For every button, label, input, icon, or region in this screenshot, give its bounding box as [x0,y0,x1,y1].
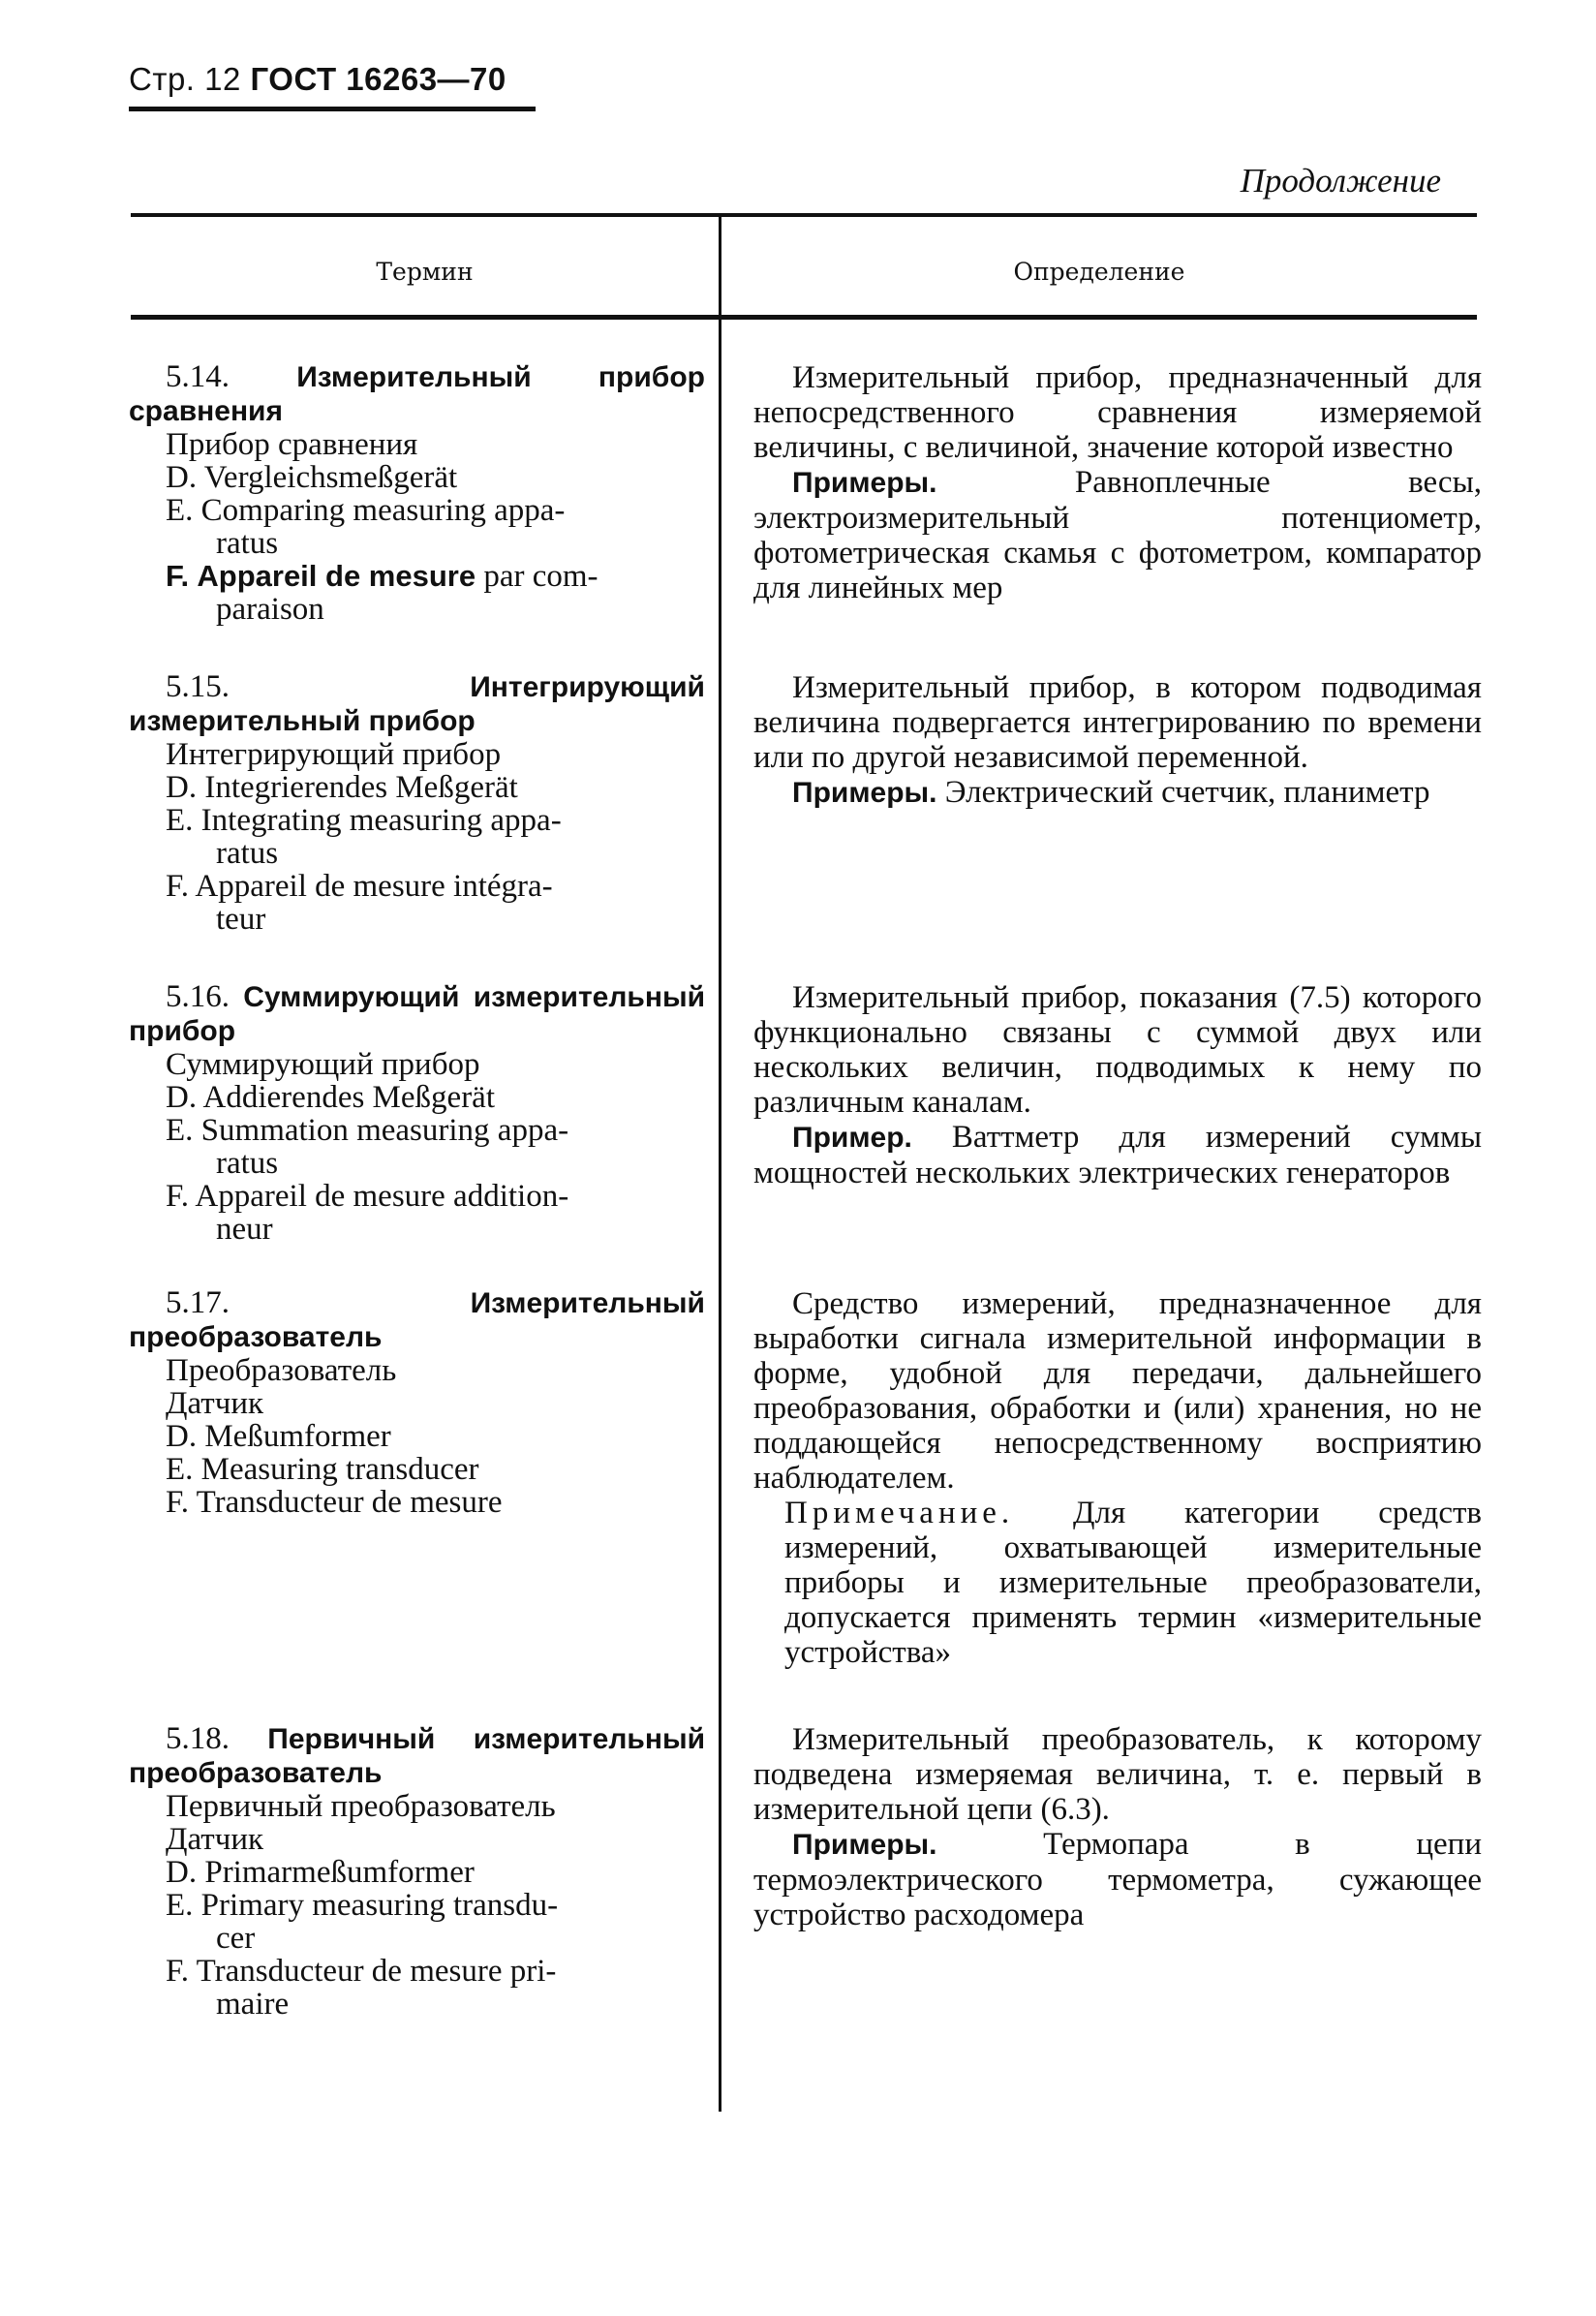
term-5-14 [129,360,705,626]
table-top-rule [131,213,1477,217]
page-header [129,60,506,99]
example: Пример. Ваттметр для измерений суммы мощностей нескольких электрических генераторов [753,1120,1483,1190]
term-title: 5.14. Измерительный прибор сравнения [129,359,705,427]
example: Примеры. Электрический счетчик, планиметр [792,775,1430,810]
header-underline [129,107,536,111]
definition-text: Измерительный прибор, в котором подводимая величина подвергается интегрированию по времени или по другой независимой переменной. [753,670,1482,775]
definition-5-15 [753,670,1482,811]
definition-text: Измерительный прибор, показания (7.5) которого функционально связаны с суммой двух или нескольких величин, подводимых к нему по различным каналам. [753,980,1482,1120]
page-number: Стр. 12 [129,61,241,97]
short-term: Датчик [166,1822,264,1857]
definition-5-16 [753,980,1482,1190]
term-title: 5.15. Интегрирующий измерительный прибор [129,669,705,737]
standard-code: ГОСТ 16263—70 [250,61,506,97]
german-term: D. Primarmeßumformer [166,1855,475,1890]
term-title: 5.16. Суммирующий измерительный прибор [129,979,706,1047]
french-term: F. Appareil de mesure intégra- teur [166,869,553,937]
german-term: D. Integrierendes Meßgerät [166,770,518,805]
note: Примечание. Для категории средств измерений, охватывающей измерительные приборы и измерительные преобразователи, допускается применять термин «измерительные устройства» [784,1496,1482,1670]
german-term: D. Addierendes Meßgerät [166,1080,495,1115]
definition-5-14 [753,360,1482,605]
short-term: Суммирующий прибор [166,1047,480,1082]
english-term: E. Measuring transducer [166,1452,479,1487]
definition-text: Измерительный прибор, предназначенный для непосредственного сравнения измеряемой величины, с величиной, значение которой известно [753,360,1482,465]
definition-5-18 [753,1722,1482,1932]
french-term: F. Transducteur de mesure [166,1485,503,1520]
short-term: Первичный преобразователь [166,1789,556,1824]
column-divider [719,215,721,2112]
term-5-15 [129,670,705,936]
column-header-term: Термин [376,258,474,286]
short-term: Преобразователь [166,1353,397,1388]
example: Примеры. Термопара в цепи термоэлектрического термометра, сужающее устройство расходомера [753,1827,1482,1932]
french-term: F. Appareil de mesure addition- neur [166,1179,569,1247]
definition-text: Измерительный преобразователь, к которому подведена измеряемая величина, т. е. первый в измерительной цепи (6.3). [753,1722,1482,1827]
german-term: D. Meßumformer [166,1419,391,1454]
continuation-label: Продолжение [1240,162,1441,200]
short-term: Прибор сравнения [166,427,418,462]
term-5-16 [129,980,705,1246]
english-term: E. Integrating measuring appa- ratus [166,803,562,871]
table-header-rule [131,315,1477,320]
term-title: 5.17. Измерительный преобразователь [129,1285,705,1353]
example: Примеры. Равноплечные весы, электроизмерительный потенциометр, фотометрическая скамья с фотометром, компаратор для линейных мер [753,465,1483,605]
french-term: F. Appareil de mesure par com- paraison [166,559,598,627]
german-term: D. Vergleichsmeßgerät [166,460,458,495]
term-5-18 [129,1722,705,2021]
term-5-17 [129,1286,705,1519]
english-term: E. Comparing measuring appa- ratus [166,493,566,561]
definition-text: Средство измерений, предназначенное для выработки сигнала измерительной информации в форме, удобной для передачи, дальнейшего преобразования, обработки и (или) хранения, но не поддающейся непосредственному восприятию наблюдателем. [753,1286,1482,1496]
short-term: Интегрирующий прибор [166,737,502,772]
french-term: F. Transducteur de mesure pri- maire [166,1954,557,2022]
english-term: E. Summation measuring appa- ratus [166,1113,569,1181]
english-term: E. Primary measuring transdu- cer [166,1888,559,1956]
term-title: 5.18. Первичный измерительный преобразователь [129,1721,706,1789]
short-term: Датчик [166,1386,264,1421]
column-header-definition: Определение [1013,258,1185,286]
definition-5-17 [753,1286,1482,1670]
